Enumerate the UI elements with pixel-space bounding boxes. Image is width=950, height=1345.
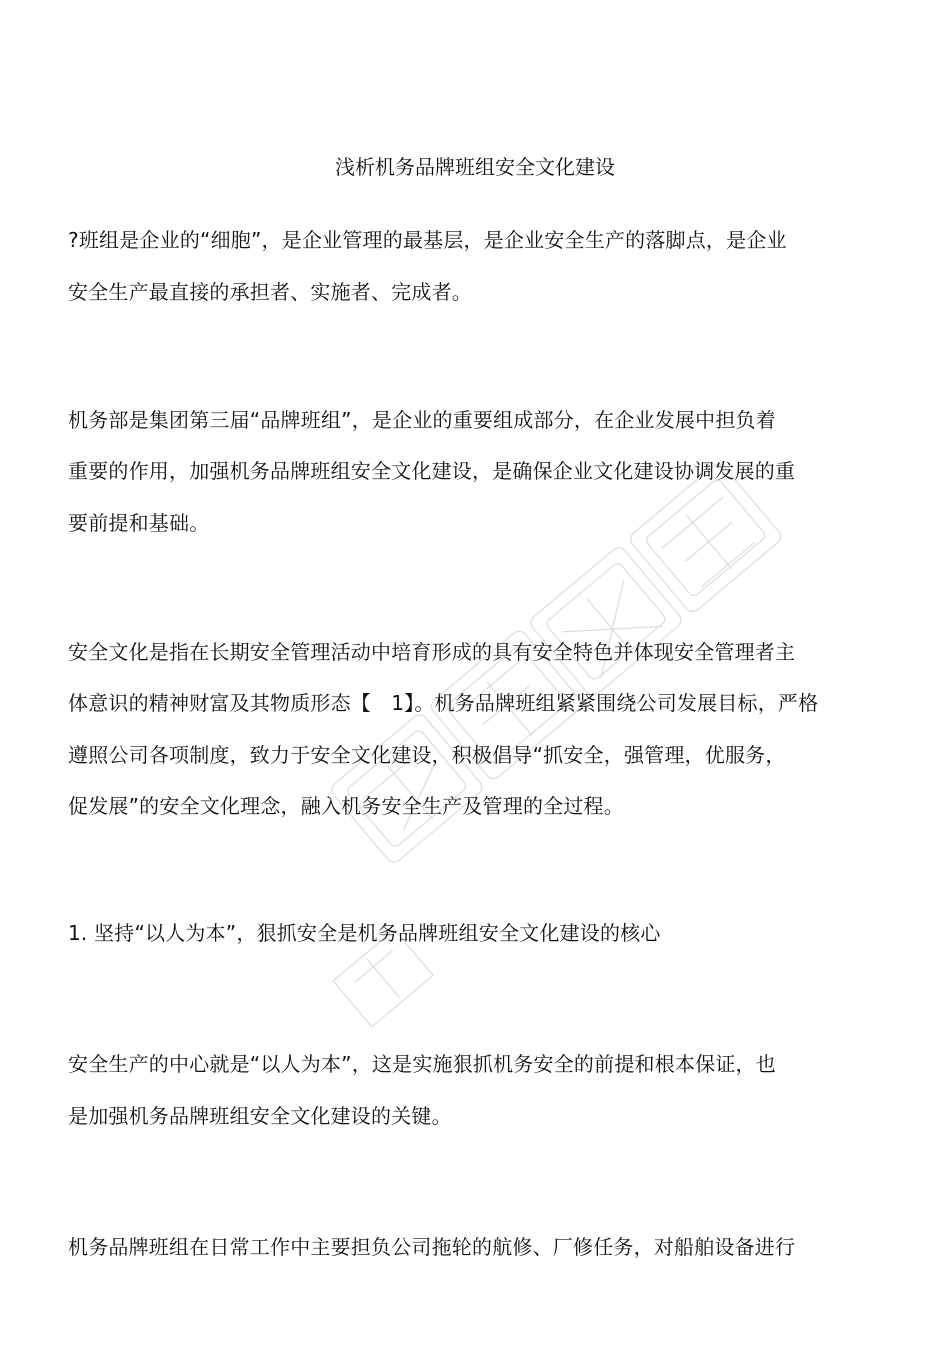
paragraph-5-line-1: 机务品牌班组在日常工作中主要担负公司拖轮的航修、厂修任务，对船舶设备进行: [68, 1235, 796, 1259]
paragraph-3-line-3: 遵照公司各项制度，致力于安全文化建设，积极倡导“抓安全，强管理，优服务，: [68, 743, 786, 767]
paragraph-1-line-1: ?班组是企业的“细胞”，是企业管理的最基层，是企业安全生产的落脚点，是企业: [68, 228, 787, 252]
paragraph-4-line-2: 是加强机务品牌班组安全文化建设的关键。: [68, 1104, 452, 1128]
paragraph-2-line-3: 要前提和基础。: [68, 511, 210, 535]
document-title: 浅析机务品牌班组安全文化建设: [335, 155, 615, 179]
paragraph-1-line-2: 安全生产最直接的承担者、实施者、完成者。: [68, 280, 472, 304]
paragraph-2-line-1: 机务部是集团第三届“品牌班组”，是企业的重要组成部分，在企业发展中担负着: [68, 408, 776, 432]
paragraph-2-line-2: 重要的作用，加强机务品牌班组安全文化建设，是确保企业文化建设协调发展的重: [68, 459, 796, 483]
section-heading-1: 1. 坚持“以人为本”，狠抓安全是机务品牌班组安全文化建设的核心: [68, 921, 661, 945]
paragraph-3-line-1: 安全文化是指在长期安全管理活动中培育形成的具有安全特色并体现安全管理者主: [68, 640, 796, 664]
paragraph-3-line-4: 促发展”的安全文化理念，融入机务安全生产及管理的全过程。: [68, 794, 624, 818]
paragraph-3-line-2: 体意识的精神财富及其物质形态【 1】。机务品牌班组紧紧围绕公司发展目标，严格: [68, 691, 819, 715]
paragraph-4-line-1: 安全生产的中心就是“以人为本”，这是实施狠抓机务安全的前提和根本保证，也: [68, 1052, 776, 1076]
